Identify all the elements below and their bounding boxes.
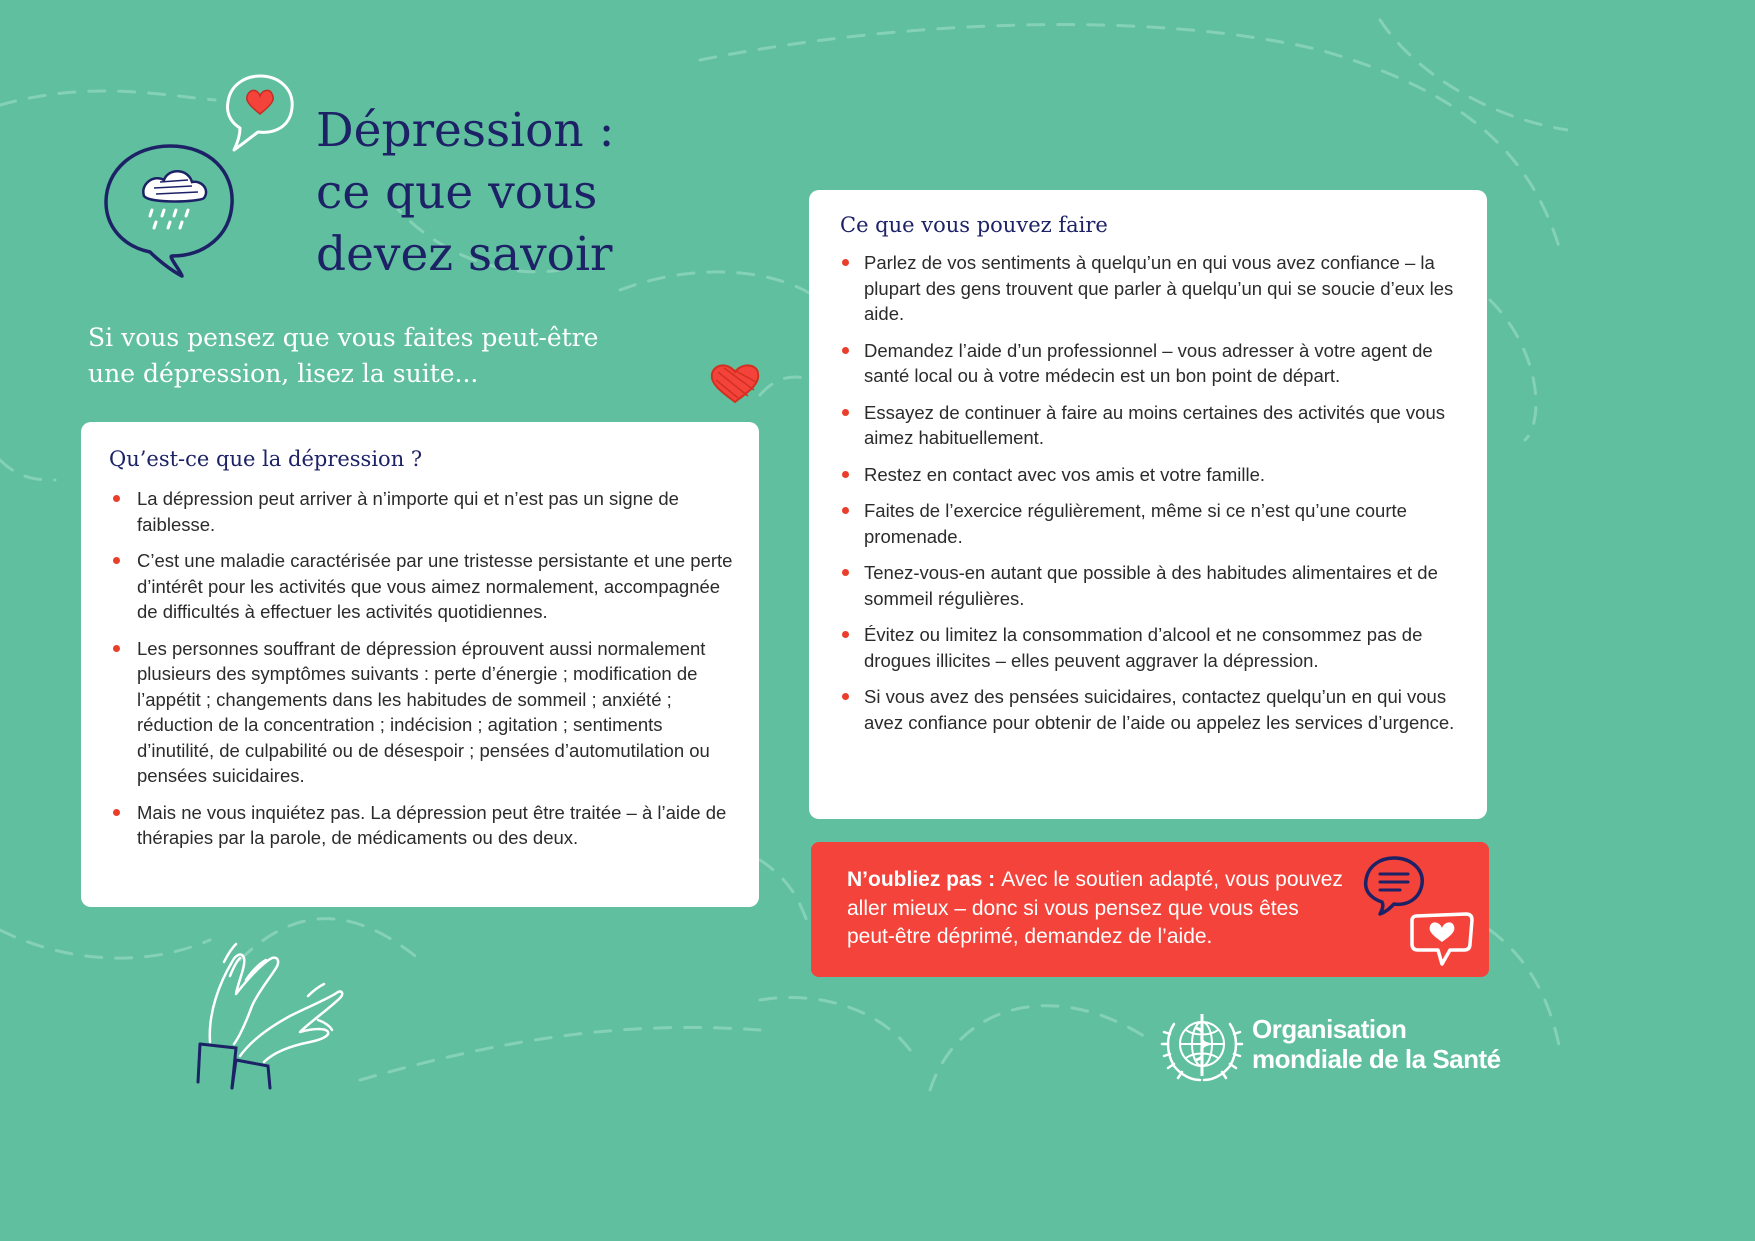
list-item [840,462,1469,488]
bullet-dot-icon [842,693,849,700]
intro-line-1: Si vous pensez que vous faites peut-être [88,323,599,352]
list-item [840,338,1469,389]
list-item [840,560,1469,611]
intro-line-2: une dépression, lisez la suite... [88,359,479,388]
what-you-can-do-card [809,190,1487,819]
reminder-label: N’oubliez pas : [847,868,996,891]
who-name-line-1: Organisation [1252,1014,1407,1044]
list-item-text: Faites de l’exercice régulièrement, même si ce n’est qu’une courte promenade. [864,500,1407,547]
list-item [840,684,1469,735]
what-is-heading: Qu’est-ce que la dépression ? [109,447,423,471]
list-item [840,400,1469,451]
what-to-do-heading: Ce que vous pouvez faire [840,213,1108,237]
bullet-dot-icon [842,471,849,478]
heart-speech-bubble-icon [220,70,300,154]
who-name [1252,1014,1501,1074]
list-item-text: Tenez-vous-en autant que possible à des habitudes alimentaires et de sommeil régulières. [864,562,1438,609]
what-to-do-list [840,250,1469,735]
list-item [109,800,735,851]
title-line-3: devez savoir [316,227,613,282]
list-item-text: Évitez ou limitez la consommation d’alcool et ne consommez pas de drogues illicites – elles peuvent aggraver la dépression. [864,624,1423,671]
list-item [109,636,735,789]
list-item [840,250,1469,327]
bullet-dot-icon [842,631,849,638]
who-emblem-icon [1160,1010,1244,1084]
who-logo [1160,1010,1505,1085]
list-item-text: Restez en contact avec vos amis et votre famille. [864,463,1266,485]
list-item-text: Essayez de continuer à faire au moins certaines des activités que vous aimez habituellement. [864,401,1446,448]
raised-hands-icon [190,932,350,1092]
list-item-text: Parlez de vos sentiments à quelqu’un en qui vous avez confiance – la plupart des gens trouvent que parler à quelqu’un qui se soucie d’eux les aide. [864,252,1454,324]
list-item [109,548,735,625]
bullet-dot-icon [113,557,120,564]
title-line-1: Dépression : [316,103,615,158]
intro-text [88,320,728,392]
bullet-dot-icon [842,569,849,576]
heart-icon [708,362,762,404]
list-item [840,498,1469,549]
list-item-text: Demandez l’aide d’un professionnel – vous adresser à votre agent de santé local ou à votre médecin est un bon point de départ. [864,339,1433,386]
list-item-text: C’est une maladie caractérisée par une tristesse persistante et une perte d’intérêt pour les activités que vous aimez normalement, accompagnée de difficultés à effectuer les activités quotidiennes. [137,550,733,622]
list-item [840,622,1469,673]
bullet-dot-icon [842,409,849,416]
bullet-dot-icon [113,495,120,502]
list-item-text: Mais ne vous inquiétez pas. La dépression peut être traitée – à l’aide de thérapies par la parole, de médicaments ou des deux. [137,801,727,848]
bullet-dot-icon [842,347,849,354]
rain-cloud-speech-bubble-icon [100,138,240,280]
bullet-dot-icon [842,259,849,266]
reminder-text: Avec le soutien adapté, vous pouvez aller mieux – donc si vous pensez que vous êtes peut-être déprimé, demandez de l’aide. [847,868,1343,948]
list-item-text: Si vous avez des pensées suicidaires, contactez quelqu’un en qui vous avez confiance pour obtenir de l’aide ou appelez les services d’urgence. [864,686,1455,733]
what-is-depression-card [81,422,759,907]
chat-bubbles-icon [1358,852,1478,972]
list-item-text: Les personnes souffrant de dépression éprouvent aussi normalement plusieurs des symptômes suivants : perte d’énergie ; modification de l’appétit ; changements dans les habitudes de sommeil ; anxiété ; réduction de la concentration ; indécision ; agitation ; sentiments d’inutilité, de culpabilité ou de désespoir ; pensées d’automutilation ou pensées suicidaires. [137,637,710,786]
bullet-dot-icon [842,507,849,514]
list-item-text: La dépression peut arriver à n’importe qui et n’est pas un signe de faiblesse. [137,488,679,535]
page-title [316,100,736,286]
list-item [109,486,735,537]
what-is-list [109,486,735,851]
title-line-2: ce que vous [316,165,598,220]
who-name-line-2: mondiale de la Santé [1252,1044,1501,1074]
bullet-dot-icon [113,645,120,652]
bullet-dot-icon [113,809,120,816]
